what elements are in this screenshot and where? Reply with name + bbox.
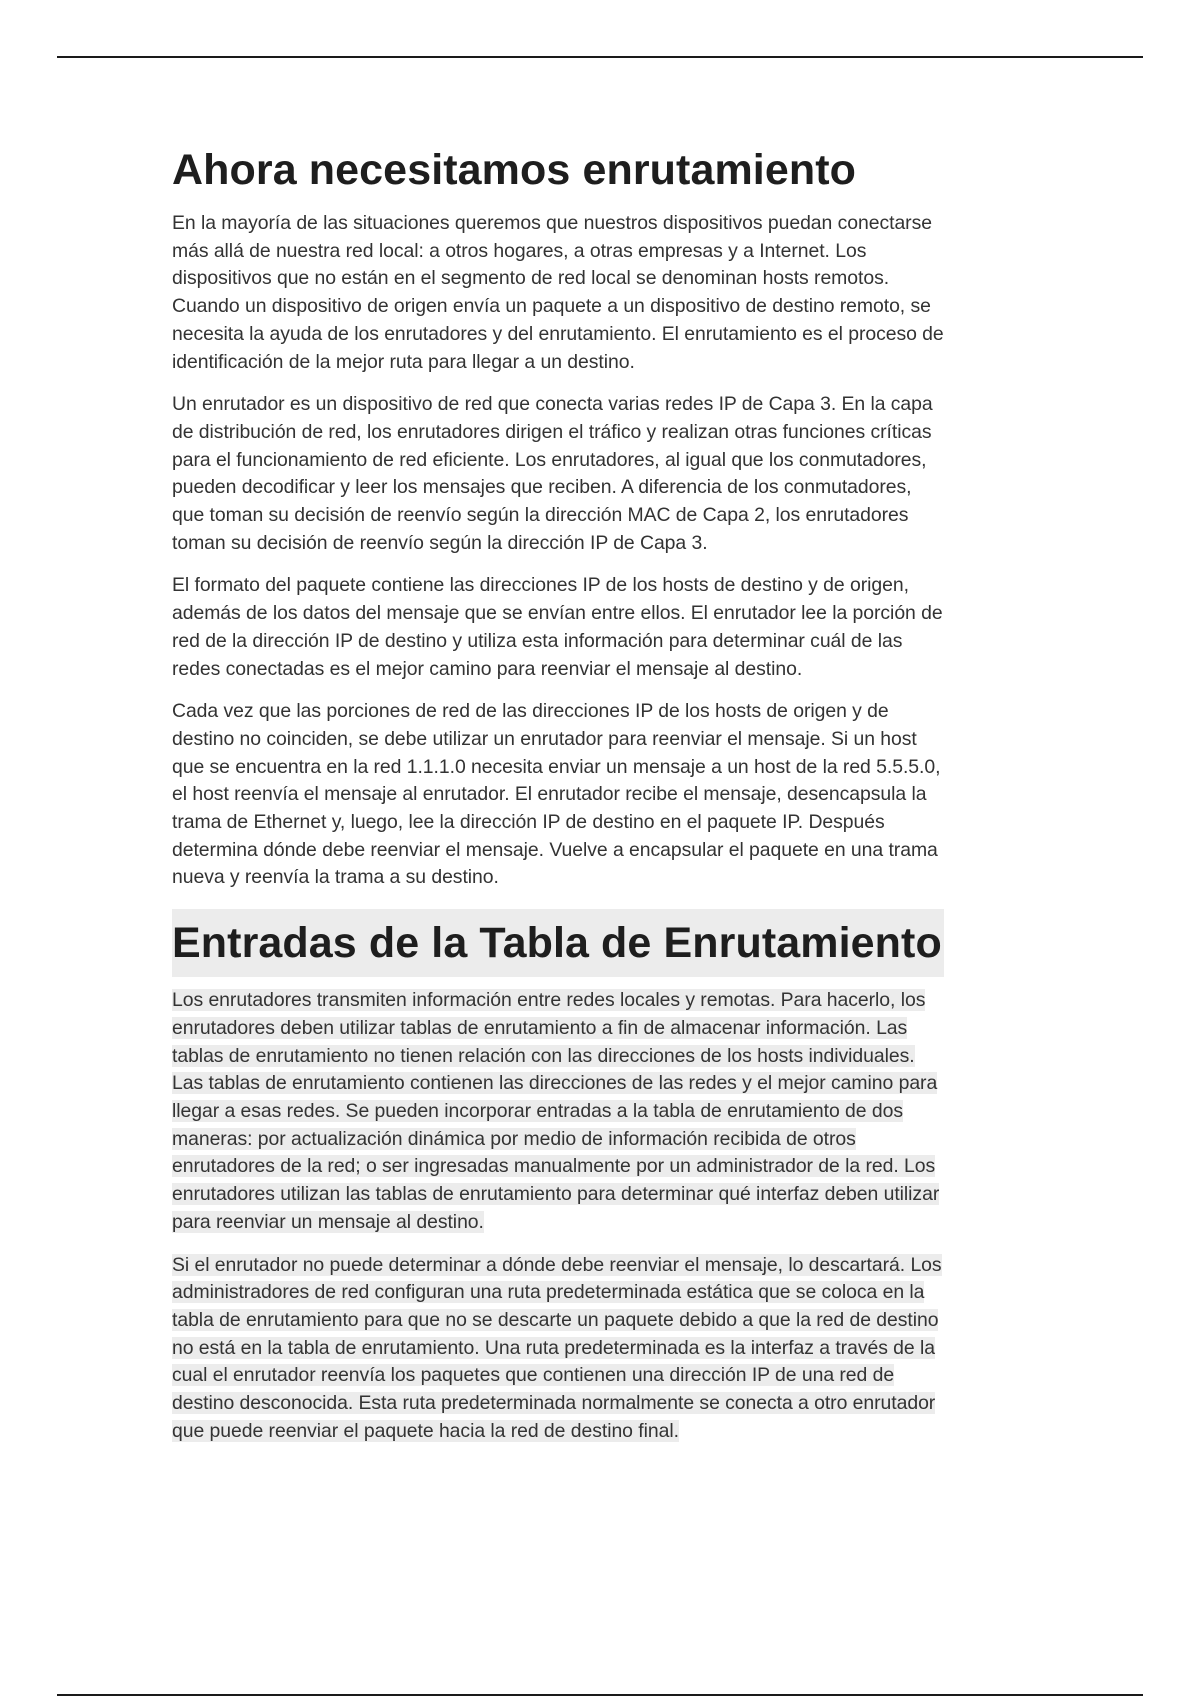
text-line: cual el enrutador reenvía los paquetes que contienen una dirección IP de una red de	[172, 1364, 895, 1387]
text-line: para el funcionamiento de red eficiente. Los enrutadores, al igual que los conmutadores,	[172, 448, 927, 471]
text-line: que puede reenviar el paquete hacia la red de destino final.	[172, 1419, 679, 1442]
text-line: Cuando un dispositivo de origen envía un paquete a un dispositivo de destino remoto, se	[172, 295, 931, 318]
paragraph-6	[172, 1252, 1072, 1446]
text-line: necesita la ayuda de los enrutadores y del enrutamiento. El enrutamiento es el proceso de	[172, 322, 944, 345]
text-line: dispositivos que no están en el segmento de red local se denominan hosts remotos.	[172, 267, 890, 290]
text-line: identificación de la mejor ruta para llegar a un destino.	[172, 350, 635, 373]
text-line: no está en la tabla de enrutamiento. Una ruta predeterminada es la interfaz a través de la	[172, 1336, 935, 1359]
text-line: maneras: por actualización dinámica por medio de información recibida de otros	[172, 1127, 856, 1150]
section-heading-routing-table-entries: Entradas de la Tabla de Enrutamiento	[172, 909, 944, 977]
section-heading-routing-needed: Ahora necesitamos enrutamiento	[172, 146, 857, 194]
text-line: para reenviar un mensaje al destino.	[172, 1210, 484, 1233]
text-line: destino no coinciden, se debe utilizar un enrutador para reenviar el mensaje. Si un host	[172, 727, 917, 750]
text-line: tabla de enrutamiento para que no se descarte un paquete debido a que la red de destino	[172, 1308, 939, 1331]
text-line: trama de Ethernet y, luego, lee la dirección IP de destino en el paquete IP. Después	[172, 811, 885, 834]
text-line: nueva y reenvía la trama a su destino.	[172, 866, 499, 889]
text-line: destino desconocida. Esta ruta predeterminada normalmente se conecta a otro enrutador	[172, 1392, 936, 1415]
paragraph-1	[172, 210, 1072, 376]
text-line: El formato del paquete contiene las direcciones IP de los hosts de destino y de origen,	[172, 574, 909, 597]
text-line: de distribución de red, los enrutadores dirigen el tráfico y realizan otras funciones críticas	[172, 420, 932, 443]
text-line: que se encuentra en la red 1.1.1.0 necesita enviar un mensaje a un host de la red 5.5.5.0,	[172, 755, 941, 778]
paragraph-2	[172, 391, 1072, 557]
paragraph-4	[172, 698, 1072, 892]
text-line: Los enrutadores transmiten información entre redes locales y remotas. Para hacerlo, los	[172, 989, 926, 1012]
text-line: En la mayoría de las situaciones queremos que nuestros dispositivos puedan conectarse	[172, 212, 932, 234]
text-line: además de los datos del mensaje que se envían entre ellos. El enrutador lee la porción de	[172, 602, 943, 625]
paragraph-3	[172, 572, 1072, 683]
text-line: administradores de red configuran una ruta predeterminada estática que se coloca en la	[172, 1281, 925, 1304]
text-line: Cada vez que las porciones de red de las direcciones IP de los hosts de origen y de	[172, 700, 889, 723]
text-line: toman su decisión de reenvío según la dirección IP de Capa 3.	[172, 531, 708, 554]
text-line: red de la dirección IP de destino y utiliza esta información para determinar cuál de las	[172, 629, 903, 652]
text-line: el host reenvía el mensaje al enrutador. El enrutador recibe el mensaje, desencapsula la	[172, 783, 927, 806]
text-line: más allá de nuestra red local: a otros hogares, a otras empresas y a Internet. Los	[172, 239, 867, 262]
text-line: Las tablas de enrutamiento contienen las direcciones de las redes y el mejor camino para	[172, 1072, 938, 1095]
text-line: determina dónde debe reenviar el mensaje. Vuelve a encapsular el paquete en una trama	[172, 838, 938, 861]
text-line: que toman su decisión de reenvío según la dirección MAC de Capa 2, los enrutadores	[172, 504, 909, 527]
text-line: redes conectadas es el mejor camino para reenviar el mensaje al destino.	[172, 657, 803, 680]
paragraph-5	[172, 987, 1072, 1236]
bottom-rule	[57, 1694, 1143, 1696]
document-body	[172, 136, 1072, 1460]
text-line: pueden decodificar y leer los mensajes que reciben. A diferencia de los conmutadores,	[172, 476, 912, 499]
text-line: enrutadores utilizan las tablas de enrutamiento para determinar qué interfaz deben utilizar	[172, 1183, 940, 1206]
text-line: Si el enrutador no puede determinar a dónde debe reenviar el mensaje, lo descartará. Los	[172, 1253, 942, 1276]
text-line: Un enrutador es un dispositivo de red que conecta varias redes IP de Capa 3. En la capa	[172, 393, 933, 416]
top-rule	[57, 56, 1143, 58]
text-line: enrutadores deben utilizar tablas de enrutamiento a fin de almacenar información. Las	[172, 1016, 908, 1039]
text-line: tablas de enrutamiento no tienen relación con las direcciones de los hosts individuales.	[172, 1044, 915, 1067]
text-line: llegar a esas redes. Se pueden incorporar entradas a la tabla de enrutamiento de dos	[172, 1099, 903, 1122]
text-line: enrutadores de la red; o ser ingresadas manualmente por un administrador de la red. Los	[172, 1155, 936, 1178]
